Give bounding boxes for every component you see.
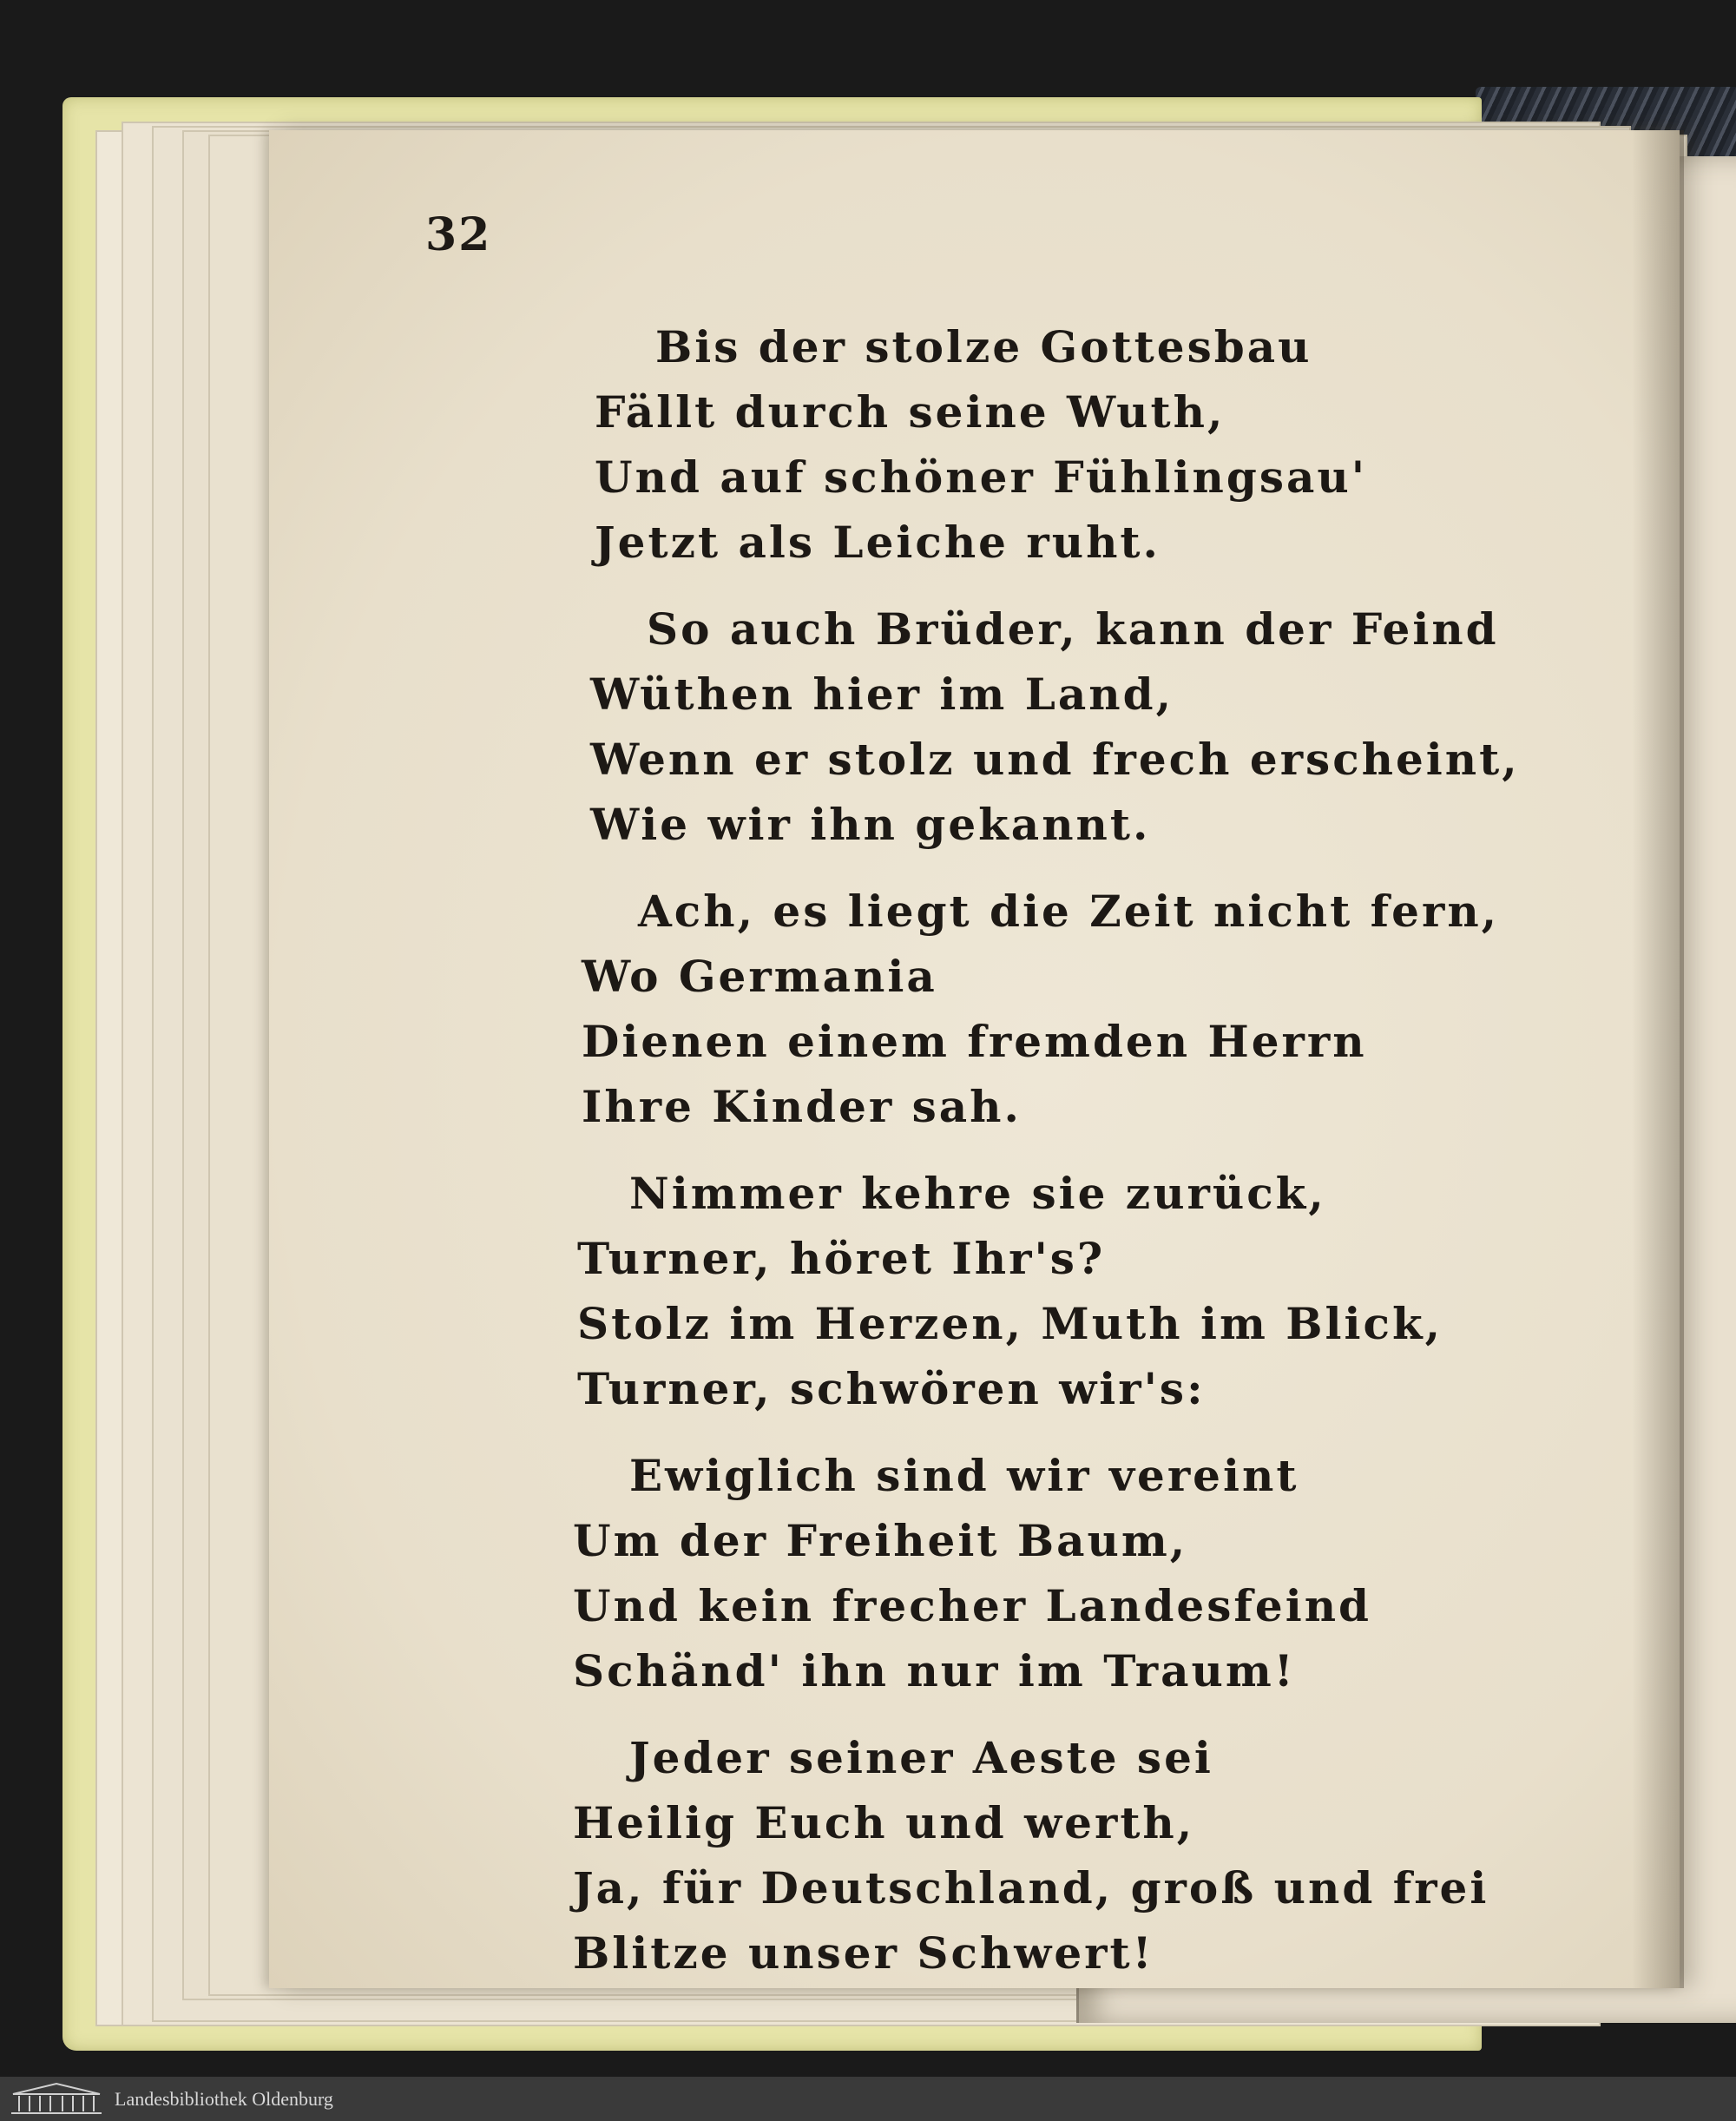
poem-line: Ach, es liegt die Zeit nicht fern, — [638, 886, 1500, 937]
gutter-shadow — [1632, 130, 1684, 1988]
poem-line: Und auf schöner Fühlingsau' — [595, 451, 1368, 503]
poem-line: Wie wir ihn gekannt. — [590, 799, 1151, 850]
poem-line: Blitze unser Schwert! — [573, 1927, 1154, 1979]
poem-line: Turner, höret Ihr's? — [577, 1233, 1106, 1284]
poem-line: Ja, für Deutschland, groß und frei — [573, 1862, 1489, 1914]
library-name: Landesbibliothek Oldenburg — [115, 2088, 333, 2110]
poem-line: Turner, schwören wir's: — [577, 1363, 1206, 1414]
poem-line: Stolz im Herzen, Muth im Blick, — [577, 1298, 1443, 1349]
poem-line: Ewiglich sind wir vereint — [629, 1450, 1299, 1501]
poem-line: Dienen einem fremden Herrn — [582, 1016, 1367, 1067]
poem-line: Fällt durch seine Wuth, — [595, 386, 1226, 438]
poem-line: So auch Brüder, kann der Feind — [647, 603, 1499, 655]
poem-line: Um der Freiheit Baum, — [573, 1515, 1188, 1566]
poem-line: Wo Germania — [582, 951, 937, 1002]
poem-line: Und kein frecher Landesfeind — [573, 1580, 1372, 1631]
poem-line: Jeder seiner Aeste sei — [629, 1732, 1213, 1783]
poem-line: Wenn er stolz und frech erscheint, — [590, 734, 1520, 785]
poem-line: Heilig Euch und werth, — [573, 1797, 1195, 1848]
poem-line: Nimmer kehre sie zurück, — [629, 1168, 1326, 1219]
library-building-icon — [9, 2082, 104, 2117]
poem-line: Wüthen hier im Land, — [590, 669, 1174, 720]
poem-line: Bis der stolze Gottesbau — [655, 321, 1312, 372]
footer-bar — [0, 2077, 1736, 2121]
poem-line: Ihre Kinder sah. — [582, 1081, 1022, 1132]
poem-line: Schänd' ihn nur im Traum! — [573, 1645, 1296, 1696]
page-number: 32 — [425, 208, 492, 261]
poem-line: Jetzt als Leiche ruht. — [595, 517, 1161, 568]
